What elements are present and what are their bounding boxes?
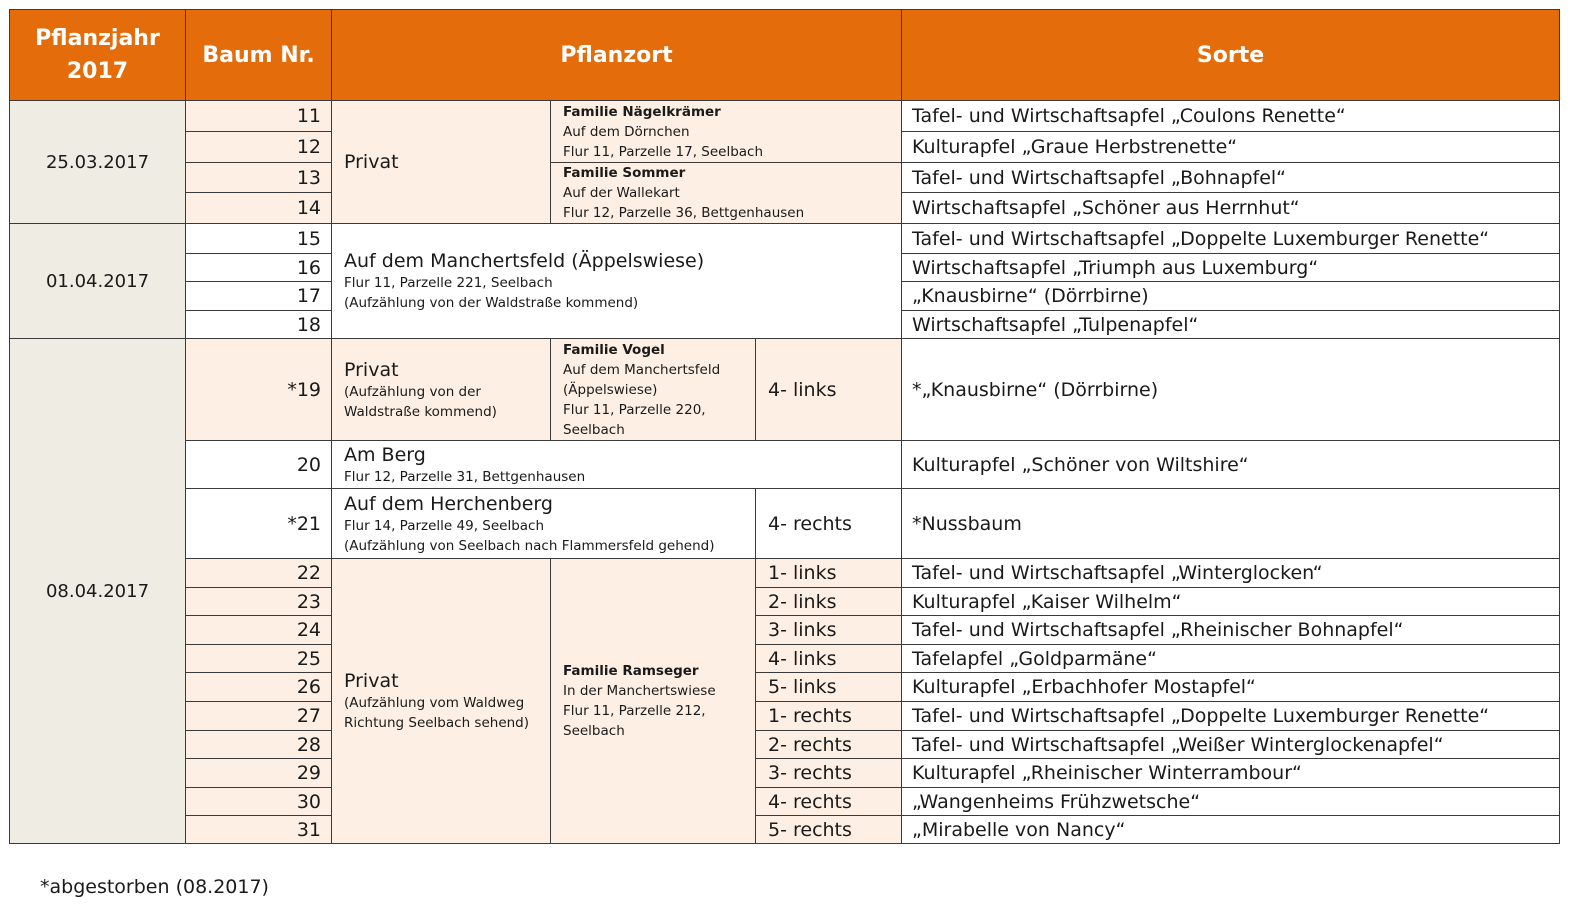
variety-cell: „Mirabelle von Nancy“ xyxy=(902,816,1560,844)
tree-number: 26 xyxy=(186,673,332,702)
table-row xyxy=(10,101,1560,132)
variety-cell: Tafel- und Wirtschaftsapfel „Coulons Renette“ xyxy=(902,101,1560,132)
table-row xyxy=(10,731,1560,759)
position-cell: 2- rechts xyxy=(756,731,902,759)
variety-cell: Tafel- und Wirtschaftsapfel „Doppelte Luxemburger Renette“ xyxy=(902,224,1560,254)
table-row xyxy=(10,339,1560,441)
tree-number: 18 xyxy=(186,311,332,339)
variety-cell: Kulturapfel „Erbachhofer Mostapfel“ xyxy=(902,673,1560,702)
table-row xyxy=(10,788,1560,816)
table-row xyxy=(10,559,1560,588)
variety-cell: Kulturapfel „Graue Herbstrenette“ xyxy=(902,132,1560,163)
tree-number: 31 xyxy=(186,816,332,844)
position-cell: 4- rechts xyxy=(756,788,902,816)
variety-cell: Tafel- und Wirtschaftsapfel „Bohnapfel“ xyxy=(902,163,1560,193)
tree-number: 20 xyxy=(186,441,332,489)
variety-cell: „Wangenheims Frühzwetsche“ xyxy=(902,788,1560,816)
table-row xyxy=(10,224,1560,254)
position-cell: 4- links xyxy=(756,645,902,673)
table-row xyxy=(10,588,1560,616)
date-cell: 25.03.2017 xyxy=(10,101,186,224)
variety-cell: Wirtschaftsapfel „Triumph aus Luxemburg“ xyxy=(902,254,1560,282)
variety-cell: Tafel- und Wirtschaftsapfel „Winterglocken“ xyxy=(902,559,1560,588)
tree-number: 23 xyxy=(186,588,332,616)
location-cell: Am Berg Flur 12, Parzelle 31, Bettgenhausen xyxy=(332,441,902,489)
variety-cell: „Knausbirne“ (Dörrbirne) xyxy=(902,282,1560,311)
position-cell: 3- rechts xyxy=(756,759,902,788)
location-cell: Auf dem Herchenberg Flur 14, Parzelle 49, Seelbach (Aufzählung von Seelbach nach Flammersfeld gehend) xyxy=(332,489,756,559)
header-pflanzort: Pflanzort xyxy=(332,10,902,101)
variety-cell: Wirtschaftsapfel „Schöner aus Herrnhut“ xyxy=(902,193,1560,224)
location-cell: Auf dem Manchertsfeld (Äppelswiese) Flur 11, Parzelle 221, Seelbach (Aufzählung von der Waldstraße kommend) xyxy=(332,224,902,339)
date-cell: 08.04.2017 xyxy=(10,339,186,844)
tree-number: 14 xyxy=(186,193,332,224)
tree-number: *21 xyxy=(186,489,332,559)
tree-number: 25 xyxy=(186,645,332,673)
date-cell: 01.04.2017 xyxy=(10,224,186,339)
table-row xyxy=(10,816,1560,844)
table-row xyxy=(10,702,1560,731)
header-baum-nr: Baum Nr. xyxy=(186,10,332,101)
tree-number: 22 xyxy=(186,559,332,588)
position-cell: 3- links xyxy=(756,616,902,645)
table-row xyxy=(10,441,1560,489)
family-cell: Familie Nägelkrämer Auf dem Dörnchen Flur 11, Parzelle 17, Seelbach xyxy=(551,101,902,163)
position-cell: 5- links xyxy=(756,673,902,702)
tree-number: 27 xyxy=(186,702,332,731)
family-cell: Familie Sommer Auf der Wallekart Flur 12, Parzelle 36, Bettgenhausen xyxy=(551,163,902,224)
variety-cell: Kulturapfel „Schöner von Wiltshire“ xyxy=(902,441,1560,489)
header-pflanzjahr: Pflanzjahr 2017 xyxy=(10,10,186,101)
tree-number: 15 xyxy=(186,224,332,254)
table-row xyxy=(10,163,1560,193)
tree-number: 17 xyxy=(186,282,332,311)
tree-number: 13 xyxy=(186,163,332,193)
variety-cell: Tafel- und Wirtschaftsapfel „Weißer Winterglockenapfel“ xyxy=(902,731,1560,759)
position-cell: 1- rechts xyxy=(756,702,902,731)
tree-number: 30 xyxy=(186,788,332,816)
tree-number: 12 xyxy=(186,132,332,163)
variety-cell: Kulturapfel „Rheinischer Winterrambour“ xyxy=(902,759,1560,788)
position-cell: 5- rechts xyxy=(756,816,902,844)
tree-number: 29 xyxy=(186,759,332,788)
variety-cell: Wirtschaftsapfel „Tulpenapfel“ xyxy=(902,311,1560,339)
location-cell: Privat xyxy=(332,101,551,224)
variety-cell: *„Knausbirne“ (Dörrbirne) xyxy=(902,339,1560,441)
position-cell: 4- rechts xyxy=(756,489,902,559)
tree-number: 16 xyxy=(186,254,332,282)
footnote: *abgestorben (08.2017) xyxy=(40,876,269,898)
table-row xyxy=(10,759,1560,788)
table-row xyxy=(10,645,1560,673)
table-row xyxy=(10,489,1560,559)
position-cell: 1- links xyxy=(756,559,902,588)
table-row xyxy=(10,616,1560,645)
location-cell: Privat (Aufzählung vom Waldweg Richtung Seelbach sehend) xyxy=(332,559,551,844)
family-cell: Familie Vogel Auf dem Manchertsfeld (Äppelswiese) Flur 11, Parzelle 220, Seelbach xyxy=(551,339,756,441)
position-cell: 2- links xyxy=(756,588,902,616)
variety-cell: Tafel- und Wirtschaftsapfel „Rheinischer Bohnapfel“ xyxy=(902,616,1560,645)
table-row xyxy=(10,673,1560,702)
tree-number: 24 xyxy=(186,616,332,645)
variety-cell: Kulturapfel „Kaiser Wilhelm“ xyxy=(902,588,1560,616)
tree-number: *19 xyxy=(186,339,332,441)
header-sorte: Sorte xyxy=(902,10,1560,101)
position-cell: 4- links xyxy=(756,339,902,441)
planting-table xyxy=(9,9,1560,844)
tree-number: 11 xyxy=(186,101,332,132)
header-row xyxy=(10,10,1560,101)
tree-number: 28 xyxy=(186,731,332,759)
variety-cell: *Nussbaum xyxy=(902,489,1560,559)
location-cell: Privat (Aufzählung von der Waldstraße kommend) xyxy=(332,339,551,441)
variety-cell: Tafel- und Wirtschaftsapfel „Doppelte Luxemburger Renette“ xyxy=(902,702,1560,731)
family-cell: Familie Ramseger In der Manchertswiese Flur 11, Parzelle 212, Seelbach xyxy=(551,559,756,844)
variety-cell: Tafelapfel „Goldparmäne“ xyxy=(902,645,1560,673)
